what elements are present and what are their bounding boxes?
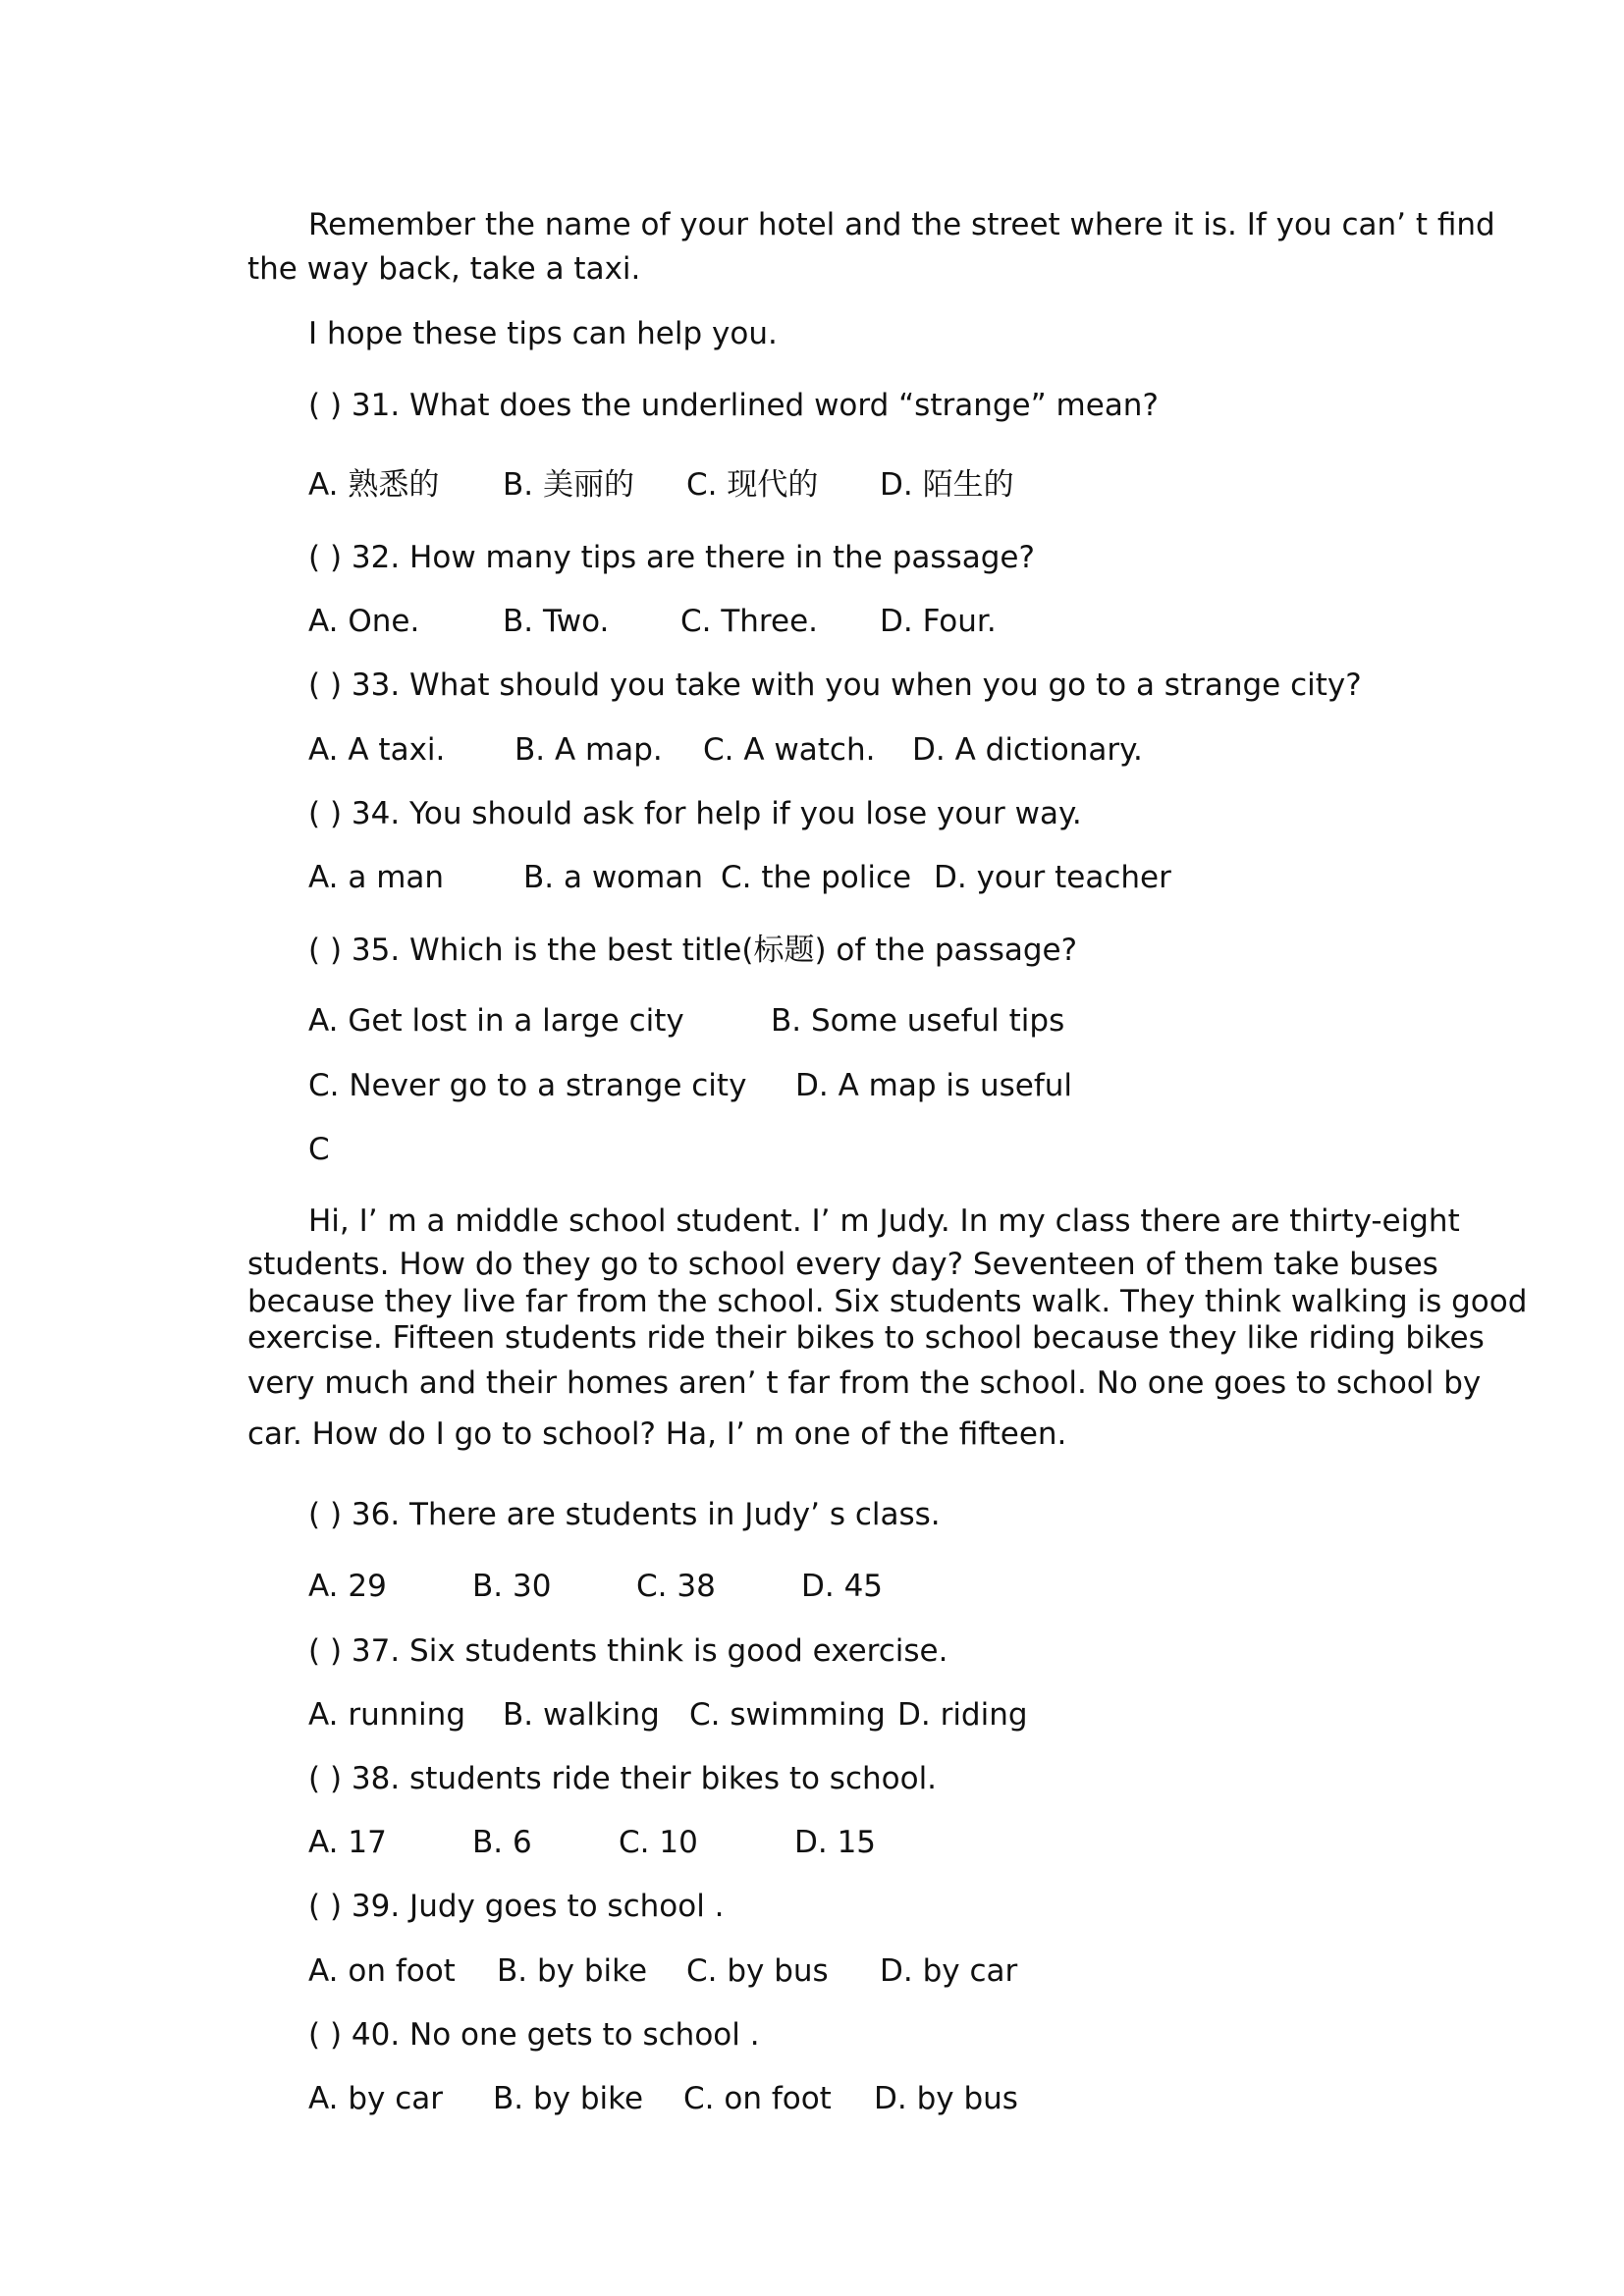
question-32-option-b: B. Two. (503, 604, 610, 639)
question-36-option-d: D. 45 (801, 1569, 884, 1604)
question-39-stem: ( ) 39. Judy goes to school . (308, 1889, 725, 1924)
question-40-option-c: C. on foot (683, 2081, 832, 2116)
question-33-stem: ( ) 33. What should you take with you when you go to a strange city? (308, 667, 1362, 703)
question-39-option-a: A. on foot (308, 1953, 456, 1989)
question-32-option-a: A. One. (308, 604, 420, 639)
question-38-option-d: D. 15 (794, 1825, 877, 1860)
passage2-line1: Hi, I’ m a middle school student. I’ m Judy. In my class there are thirty-eight (308, 1203, 1460, 1239)
question-35-option-c: C. Never go to a strange city (308, 1068, 747, 1103)
question-34-stem: ( ) 34. You should ask for help if you lose your way. (308, 796, 1082, 831)
question-31-option-a: A. 熟悉的 (308, 467, 440, 503)
question-40-option-a: A. by car (308, 2081, 444, 2116)
question-35-option-d: D. A map is useful (795, 1068, 1073, 1103)
question-36-option-a: A. 29 (308, 1569, 387, 1604)
question-37-option-c: C. swimming (689, 1697, 886, 1733)
question-31-option-c: C. 现代的 (686, 467, 819, 503)
question-38-option-a: A. 17 (308, 1825, 387, 1860)
question-34-option-c: C. the police (721, 860, 912, 895)
passage2-line2: students. How do they go to school every day? Seventeen of them take buses (247, 1247, 1438, 1282)
question-39-option-b: B. by bike (497, 1953, 648, 1989)
question-33-option-b: B. A map. (514, 732, 663, 768)
question-31-option-b: B. 美丽的 (503, 467, 634, 503)
passage1-line2: the way back, take a taxi. (247, 251, 641, 287)
passage2-line5: very much and their homes aren’ t far from the school. No one goes to school by (247, 1365, 1482, 1401)
question-40-option-b: B. by bike (493, 2081, 644, 2116)
question-36-option-c: C. 38 (636, 1569, 716, 1604)
question-37-option-d: D. riding (897, 1697, 1028, 1733)
question-33-option-d: D. A dictionary. (912, 732, 1143, 768)
question-40-stem: ( ) 40. No one gets to school . (308, 2017, 760, 2053)
question-38-option-b: B. 6 (472, 1825, 532, 1860)
question-38-stem: ( ) 38. students ride their bikes to school. (308, 1761, 938, 1796)
passage2-line4: exercise. Fifteen students ride their bikes to school because they like riding bikes (247, 1320, 1485, 1356)
question-36-stem: ( ) 36. There are students in Judy’ s class. (308, 1497, 941, 1532)
question-31-stem: ( ) 31. What does the underlined word “strange” mean? (308, 388, 1159, 423)
question-32-option-d: D. Four. (880, 604, 997, 639)
question-33-option-c: C. A watch. (703, 732, 876, 768)
passage1-line3: I hope these tips can help you. (308, 316, 778, 351)
question-35-option-a: A. Get lost in a large city (308, 1003, 684, 1039)
question-37-option-a: A. running (308, 1697, 465, 1733)
question-32-stem: ( ) 32. How many tips are there in the passage? (308, 540, 1035, 575)
question-35-stem: ( ) 35. Which is the best title(标题) of the passage? (308, 933, 1078, 968)
question-32-option-c: C. Three. (680, 604, 818, 639)
section-label-c: C (308, 1132, 330, 1167)
question-31-option-d: D. 陌生的 (880, 467, 1014, 503)
passage2-line6: car. How do I go to school? Ha, I’ m one of the fifteen. (247, 1416, 1067, 1452)
question-36-option-b: B. 30 (472, 1569, 552, 1604)
question-34-option-a: A. a man (308, 860, 445, 895)
question-33-option-a: A. A taxi. (308, 732, 446, 768)
question-37-option-b: B. walking (503, 1697, 660, 1733)
question-39-option-d: D. by car (880, 1953, 1018, 1989)
question-38-option-c: C. 10 (619, 1825, 698, 1860)
question-39-option-c: C. by bus (686, 1953, 829, 1989)
question-37-stem: ( ) 37. Six students think is good exercise. (308, 1633, 948, 1669)
question-40-option-d: D. by bus (874, 2081, 1018, 2116)
question-34-option-b: B. a woman (523, 860, 703, 895)
passage1-line1: Remember the name of your hotel and the street where it is. If you can’ t find (308, 207, 1495, 242)
passage2-line3: because they live far from the school. Six students walk. They think walking is good (247, 1284, 1528, 1319)
question-34-option-d: D. your teacher (934, 860, 1171, 895)
question-35-option-b: B. Some useful tips (771, 1003, 1065, 1039)
